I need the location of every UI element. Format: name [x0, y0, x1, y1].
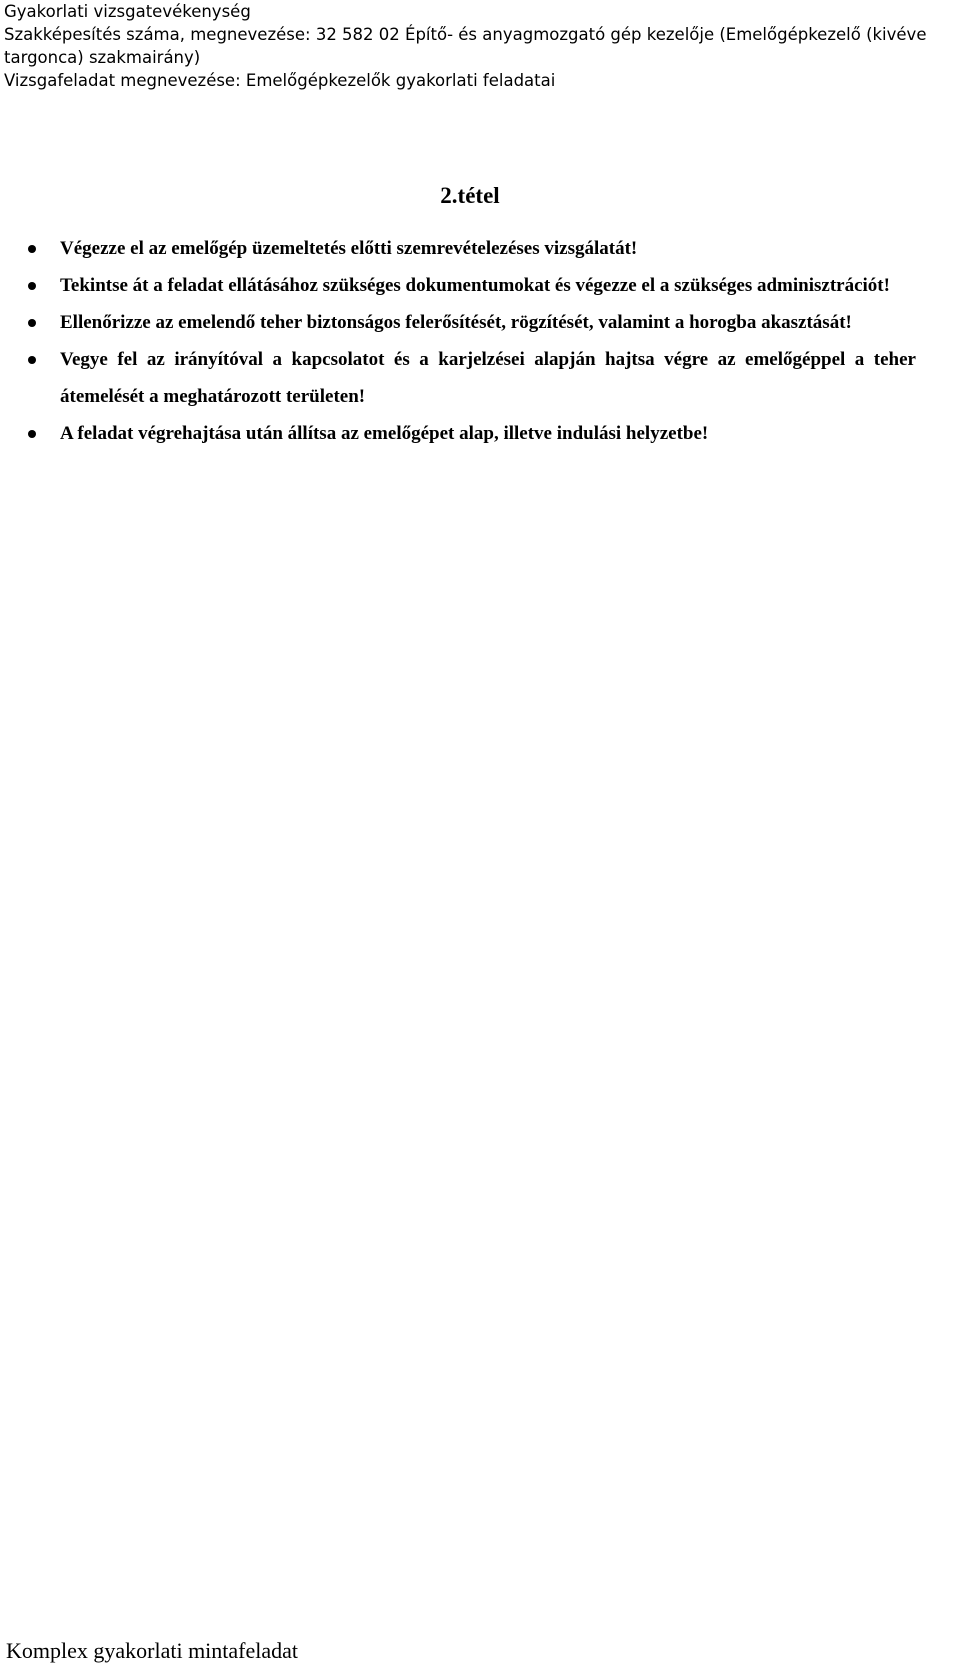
document-header: [4, 0, 944, 92]
bullet-icon: [28, 356, 36, 364]
exam-activity-label: Gyakorlati vizsgatevékenység: [4, 2, 251, 21]
task-item: [28, 341, 916, 415]
task-item: [28, 267, 916, 304]
task-text: Végezze el az emelőgép üzemeltetés előtti szemrevételezéses vizsgálatát!: [60, 238, 638, 259]
item-title: 2.tétel: [440, 183, 500, 208]
exam-task-name-label: Vizsgafeladat megnevezése: Emelőgépkezelők gyakorlati feladatai: [4, 71, 556, 90]
task-text: Vegye fel az irányítóval a kapcsolatot és a karjelzései alapján hajtsa végre az emelőgéppel a teher átemelését a meghatározott területen!: [60, 349, 916, 407]
task-text: Ellenőrizze az emelendő teher biztonságos felerősítését, rögzítését, valamint a horogba akasztását!: [60, 312, 852, 333]
qualification-label: Szakképesítés száma, megnevezése: 32 582 02 Építő- és anyagmozgató gép kezelője (Emelőgépkezelő (kivéve targonca) szakmairány): [4, 25, 927, 67]
document-footer: Komplex gyakorlati mintafeladat: [6, 1638, 299, 1663]
task-item: [28, 230, 916, 267]
bullet-icon: [28, 319, 36, 327]
task-text: A feladat végrehajtása után állítsa az emelőgépet alap, illetve indulási helyzetbe!: [60, 423, 709, 444]
task-list: [28, 230, 916, 452]
task-item: [28, 415, 916, 452]
task-text: Tekintse át a feladat ellátásához szükséges dokumentumokat és végezze el a szükséges adminisztrációt!: [60, 275, 890, 296]
bullet-icon: [28, 245, 36, 253]
bullet-icon: [28, 282, 36, 290]
bullet-icon: [28, 430, 36, 438]
task-item: [28, 304, 916, 341]
